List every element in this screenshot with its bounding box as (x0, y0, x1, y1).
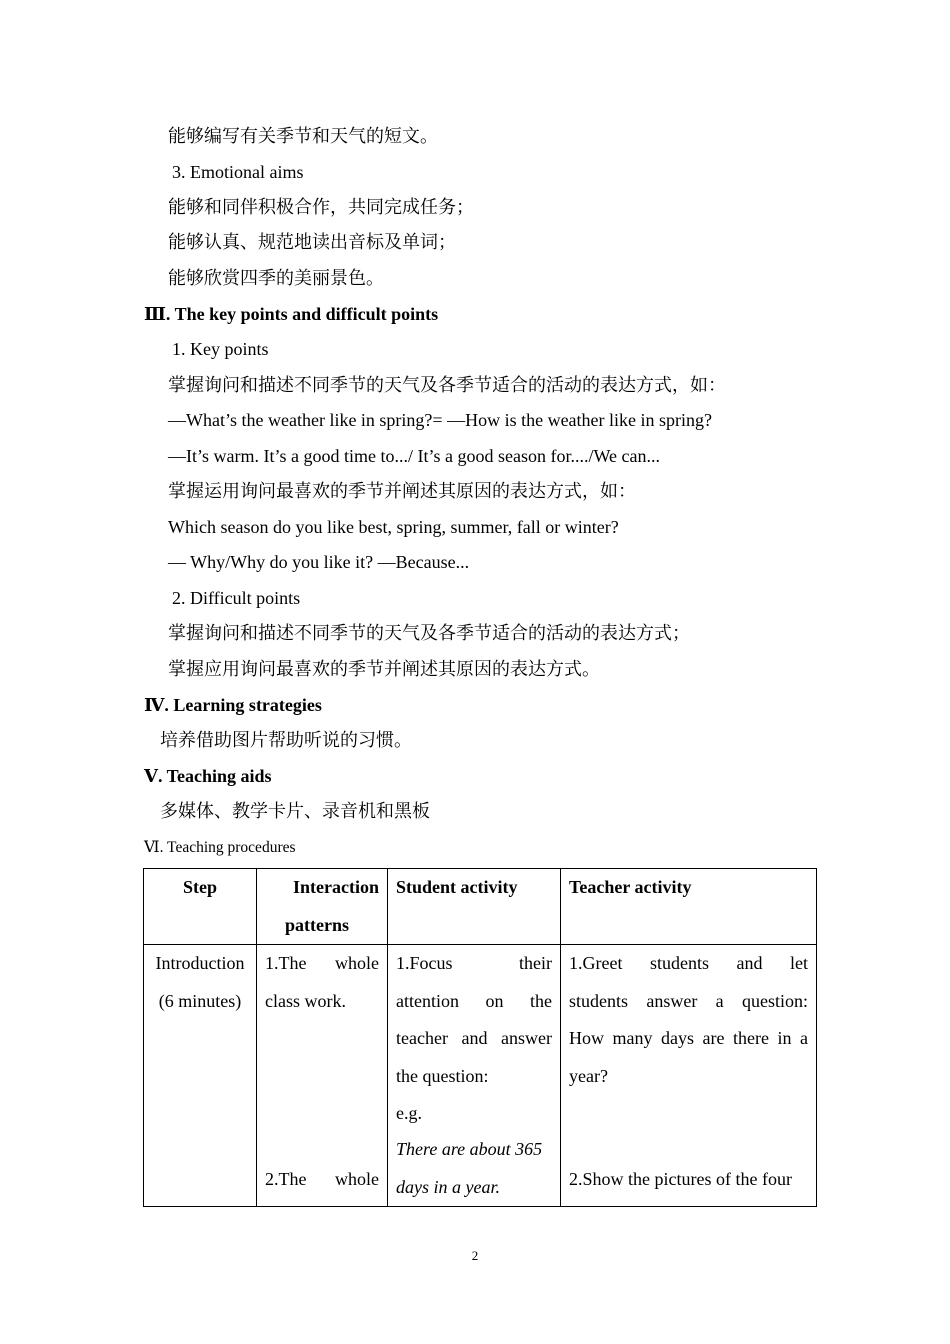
header-student-activity: Student activity (388, 869, 561, 945)
text-line: Which season do you like best, spring, summer, fall or winter? (168, 517, 619, 537)
text-line: 能够欣赏四季的美丽景色。 (168, 268, 384, 288)
text-line: 多媒体、教学卡片、录音机和黑板 (160, 801, 430, 821)
cell-step: Introduction (6 minutes) (144, 945, 257, 1207)
section-heading-teaching-aids: Ⅴ. Teaching aids (144, 766, 272, 786)
table-row (144, 945, 817, 1207)
text-line: — Why/Why do you like it? —Because... (168, 552, 470, 572)
teaching-procedures-table (143, 868, 817, 1207)
section-heading-key-points: Ⅲ. The key points and difficult points (144, 304, 439, 324)
text-line: —It’s warm. It’s a good time to.../ It’s a good season for..../We can... (168, 446, 660, 466)
text-line: 培养借助图片帮助听说的习惯。 (160, 730, 412, 750)
cell-student-activity: 1.Focus their attention on the teacher and answer the question: e.g. There are about 365 days in a year. (388, 945, 561, 1207)
subheading-difficult-points: 2. Difficult points (172, 588, 301, 608)
text-line: 掌握应用询问最喜欢的季节并阐述其原因的表达方式。 (168, 659, 600, 679)
table-header-row (144, 869, 817, 945)
subheading-key-points: 1. Key points (172, 339, 269, 359)
text-line: 掌握运用询问最喜欢的季节并阐述其原因的表达方式，如： (168, 481, 636, 501)
text-line: 能够和同伴积极合作，共同完成任务； (168, 197, 474, 217)
page-number: 2 (471, 1248, 479, 1263)
cell-interaction: 1.The whole class work. 2.The whole (257, 945, 388, 1207)
text-line: 掌握询问和描述不同季节的天气及各季节适合的活动的表达方式，如： (168, 375, 726, 395)
subheading-emotional-aims: 3. Emotional aims (172, 162, 304, 182)
text-line: 能够编写有关季节和天气的短文。 (168, 126, 438, 146)
text-line: —What’s the weather like in spring?= —How is the weather like in spring? (168, 410, 713, 430)
text-line: 掌握询问和描述不同季节的天气及各季节适合的活动的表达方式； (168, 623, 690, 643)
section-heading-learning-strategies: Ⅳ. Learning strategies (144, 695, 322, 715)
header-step: Step (144, 869, 257, 945)
header-teacher-activity: Teacher activity (561, 869, 817, 945)
header-interaction-patterns: Interaction patterns (257, 869, 388, 945)
text-line: 能够认真、规范地读出音标及单词； (168, 232, 456, 252)
section-heading-teaching-procedures: Ⅵ. Teaching procedures (144, 839, 296, 856)
cell-teacher-activity: 1.Greet students and let students answer a question: How many days are there in a year? 2.Show the pictures of the four (561, 945, 817, 1207)
